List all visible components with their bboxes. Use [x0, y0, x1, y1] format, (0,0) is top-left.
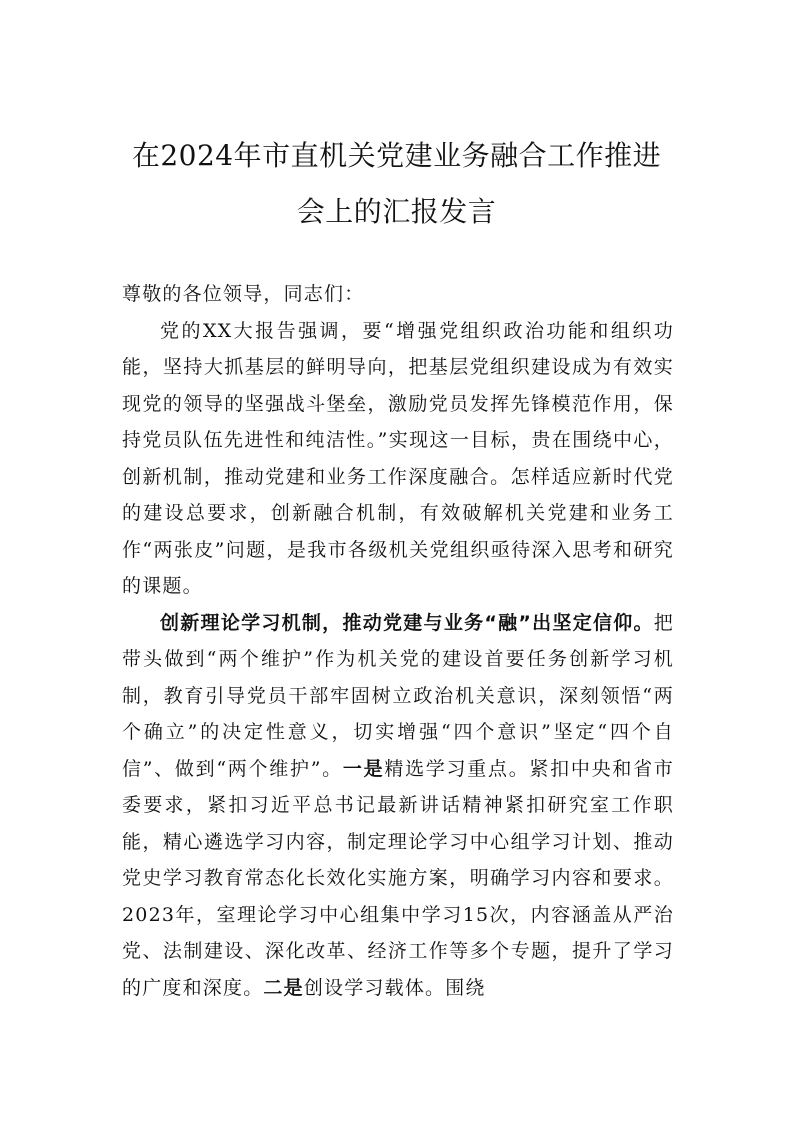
- title-line-1: 在2024年市直机关党建业务融合工作推进: [131, 139, 662, 172]
- title-line-2: 会上的汇报发言: [296, 195, 497, 228]
- paragraph-text: 创设学习载体。围绕: [303, 976, 486, 999]
- section-heading: 创新理论学习机制，推动党建与业务“融”出坚定信仰。: [160, 611, 654, 634]
- document-body: [122, 276, 674, 1006]
- paragraph-text: 把带头做到“两个维护”作为机关党的建设首要任务创新学习机制，教育引导党员干部牢固树立政治机关意识，深刻领悟“两个确立”的决定性意义，切实增强“四个意识”坚定“四个自信”、做到“两个维护”。: [122, 611, 674, 780]
- paragraph-intro: 党的XX大报告强调，要“增强党组织政治功能和组织功能，坚持大抓基层的鲜明导向，把基层党组织建设成为有效实现党的领导的坚强战斗堡垒，激励党员发挥先锋模范作用，保持党员队伍先进性和纯洁性。”实现这一目标，贵在围绕中心，创新机制，推动党建和业务工作深度融合。怎样适应新时代党的建设总要求，创新融合机制，有效破解机关党建和业务工作“两张皮”问题，是我市各级机关党组织亟待深入思考和研究的课题。: [122, 319, 674, 597]
- salutation: 尊敬的各位领导，同志们：: [122, 283, 365, 305]
- point-marker-2: 二是: [263, 976, 304, 999]
- paragraph-text: 精选学习重点。紧扣中央和省市委要求，紧扣习近平总书记最新讲话精神紧扣研究室工作职能，精心遴选学习内容，制定理论学习中心组学习计划、推动党史学习教育常态化长效化实施方案，明确学习内容和要求。2023年，室理论学习中心组集中学习15次，内容涵盖从严治党、法制建设、深化改革、经济工作等多个专题，提升了学习的广度和深度。: [122, 757, 674, 999]
- paragraph-theory-study: [122, 605, 674, 1007]
- document-title: [110, 128, 683, 240]
- point-marker-1: 一是: [342, 757, 385, 780]
